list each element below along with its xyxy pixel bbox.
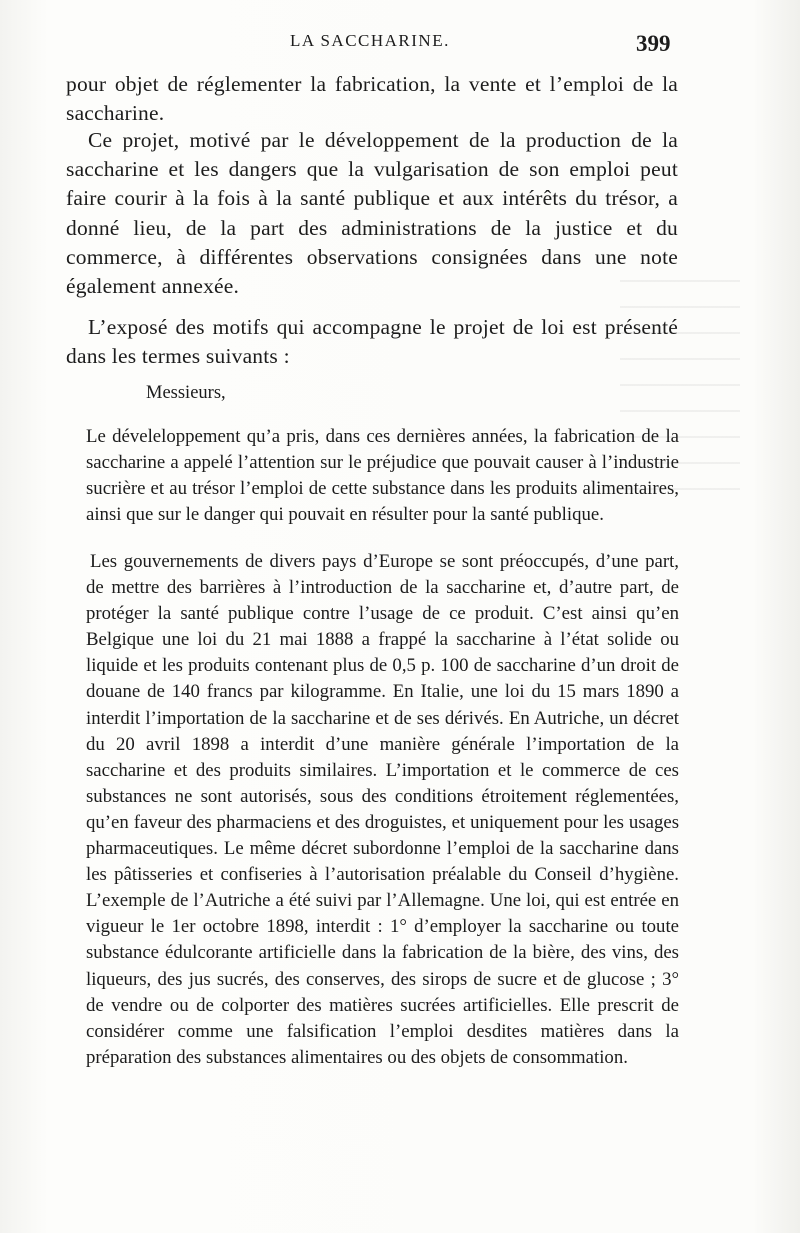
body-text <box>66 126 678 301</box>
quoted-text <box>86 549 679 1071</box>
running-title: LA SACCHARINE. <box>290 31 450 50</box>
body-text-continuation <box>66 70 678 128</box>
paragraph: Ce projet, motivé par le développement de la production de la saccharine et les dangers que la vulgarisation de son emploi peut faire courir à la fois à la santé publique et aux intérêts du trésor, a donné lieu, de la part des administrations de la justice et du commerce, à différentes observations consignées dans une note également annexée. <box>66 128 678 299</box>
quoted-paragraph: Les gouvernements de divers pays d’Europe se sont préoccupés, d’une part, de mettre des barrières à l’introduction de la saccharine et, d’autre part, de protéger la santé publique contre l’usage de ce produit. C’est ainsi qu’en Belgique une loi du 21 mai 1888 a frappé la saccharine à l’état solide ou liquide et les produits contenant plus de 0,5 p. 100 de saccharine d’un droit de douane de 140 francs par kilogramme. En Italie, une loi du 15 mars 1890 a interdit l’importation de la saccharine et de ses dérivés. En Autriche, un décret du 20 avril 1898 a interdit d’une manière générale l’importation de la saccharine et des produits similaires. L’importation et le commerce de ces substances ne sont autorisés, sous des conditions étroitement réglementées, qu’en faveur des pharmaciens et des droguistes, et uniquement pour les usages pharmaceutiques. Le même décret subordonne l’emploi de la saccharine dans les pâtisseries et confiseries à l’autorisation préalable du Conseil d’hygiène. L’exemple de l’Autriche a été suivi par l’Allemagne. Une loi, qui est entrée en vigueur le 1er octobre 1898, interdit : 1° d’employer la saccharine ou toute substance édulcorante artificielle dans la fabrication de la bière, des vins, des liqueurs, des jus sucrés, des conserves, des sirops de sucre et de glucose ; 3° de vendre ou de colporter des matières sucrées artificielles. Elle prescrit de considérer comme une falsification l’emploi desdites matières dans la préparation des substances alimentaires ou des objets de consommation. <box>86 551 679 1068</box>
paragraph: L’exposé des motifs qui accompagne le projet de loi est présenté dans les termes suivants : <box>66 315 678 369</box>
page-number: 399 <box>636 31 671 56</box>
paragraph: pour objet de réglementer la fabrication, la vente et l’emploi de la saccharine. <box>66 72 678 126</box>
running-head <box>0 31 800 55</box>
quoted-paragraph: Le déveleloppement qu’a pris, dans ces dernières années, la fabrication de la saccharine a appelé l’attention sur le préjudice que pouvait causer à l’industrie sucrière et au trésor l’emploi de cette substance dans les produits alimentaires, ainsi que sur le danger qui pouvait en résulter pour la santé publique. <box>86 426 679 526</box>
body-text <box>66 313 678 371</box>
quote-salutation: Messieurs, <box>146 383 226 403</box>
quoted-text <box>86 424 679 528</box>
